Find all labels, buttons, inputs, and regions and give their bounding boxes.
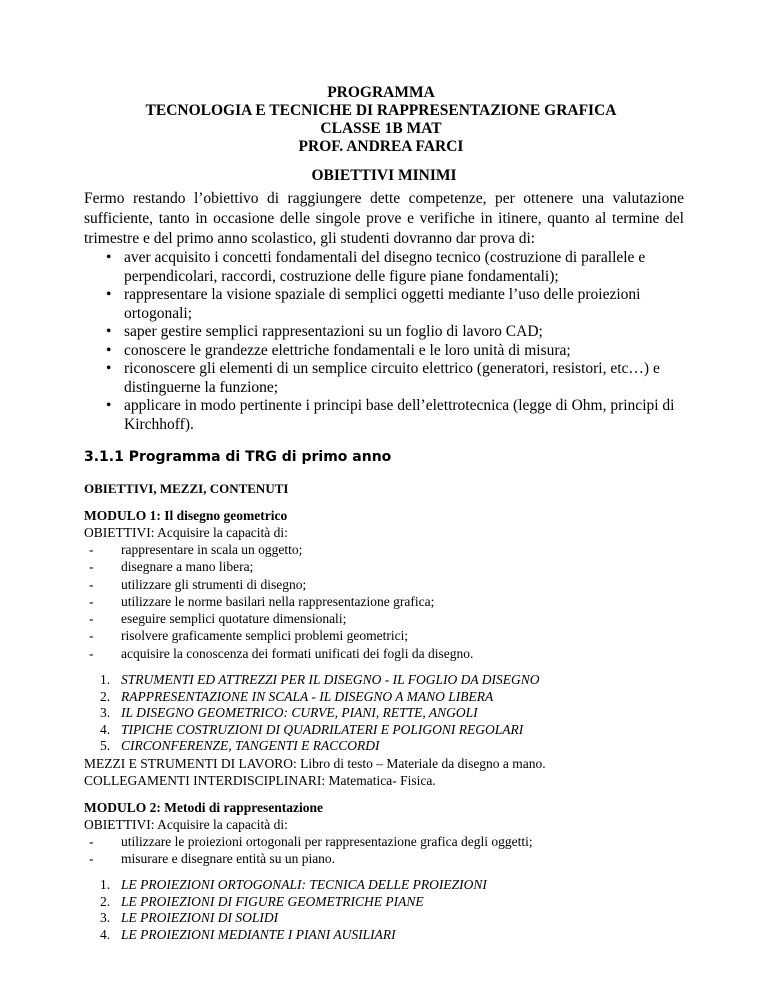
list-item: • riconoscere gli elementi di un semplice circuito elettrico (generatori, resistori, etc…) e distinguerne la funzione; — [106, 360, 660, 396]
list-item: - rappresentare in scala un oggetto; — [89, 542, 303, 557]
bullet-icon: • — [106, 360, 112, 377]
bullet-icon: • — [106, 286, 112, 303]
list-item: - eseguire semplici quotature dimensionali; — [89, 611, 347, 627]
bullet-icon: • — [106, 341, 112, 359]
modulo-1-title: MODULO 1: Il disegno geometrico — [84, 508, 288, 523]
list-item: 3. LE PROIEZIONI DI SOLIDI — [100, 910, 279, 926]
list-item: - acquisire la conoscenza dei formati unificati dei fogli da disegno. — [89, 645, 474, 661]
list-item: • applicare in modo pertinente i principi base dell’elettrotecnica (legge di Ohm, principi di Kirchhoff). — [106, 397, 675, 433]
list-item: 3. IL DISEGNO GEOMETRICO: CURVE, PIANI, RETTE, ANGOLI — [100, 705, 478, 721]
list-item: 4. TIPICHE COSTRUZIONI DI QUADRILATERI E POLIGONI REGOLARI — [100, 721, 524, 737]
list-item: - risolvere graficamente semplici problemi geometrici; — [89, 628, 409, 644]
modulo-2-title: MODULO 2: Metodi di rappresentazione — [84, 799, 323, 815]
list-item: - utilizzare gli strumenti di disegno; — [89, 576, 307, 592]
programma-subheading: OBIETTIVI, MEZZI, CONTENUTI — [84, 481, 289, 496]
modulo-1-obiettivi-list — [84, 541, 684, 662]
programma-heading: 3.1.1 Programma di TRG di primo anno — [84, 449, 392, 465]
list-item: 2. RAPPRESENTAZIONE IN SCALA - IL DISEGNO A MANO LIBERA — [100, 688, 494, 704]
bullet-icon: • — [106, 323, 112, 340]
bullet-icon: • — [106, 397, 112, 414]
list-item: 1. LE PROIEZIONI ORTOGONALI: TECNICA DELLE PROIEZIONI — [100, 877, 487, 893]
modulo-2-contenuti-list — [84, 877, 684, 943]
list-item: 1. STRUMENTI ED ATTREZZI PER IL DISEGNO - IL FOGLIO DA DISEGNO — [100, 672, 540, 688]
list-item: 5. CIRCONFERENZE, TANGENTI E RACCORDI — [100, 738, 380, 754]
obiettivi-minimi-intro: Fermo restando l’obiettivo di raggiungere dette competenze, per ottenere una valutazione sufficiente, tanto in occasione delle singole prove e verifiche in itinere, quanto al termine del trimestre e del primo anno scolastico, gli studenti dovranno dar prova di: — [84, 190, 684, 247]
modulo-2-obiettivi-list — [84, 833, 684, 868]
obiettivi-minimi-title: OBIETTIVI MINIMI — [311, 167, 457, 184]
list-item: - disegnare a mano libera; — [89, 559, 254, 575]
list-item: - utilizzare le proiezioni ortogonali per rappresentazione grafica degli oggetti; — [89, 833, 533, 849]
list-item: • conoscere le grandezze elettriche fondamentali e le loro unità di misura; — [106, 341, 571, 359]
list-item: • aver acquisito i concetti fondamentali del disegno tecnico (costruzione di parallele e perpendicolari, raccordi, costruzione delle figure piane fondamentali); — [106, 249, 646, 285]
document-header — [78, 84, 684, 156]
modulo-1-collegamenti: COLLEGAMENTI INTERDISCIPLINARI: Matematica- Fisica. — [84, 772, 436, 788]
header-line-1: PROGRAMMA — [327, 84, 435, 101]
modulo-2-obiettivi-label: OBIETTIVI: Acquisire la capacità di: — [84, 816, 288, 832]
list-item: • rappresentare la visione spaziale di semplici oggetti mediante l’uso delle proiezioni ortogonali; — [106, 286, 641, 322]
header-line-2: TECNOLOGIA E TECNICHE DI RAPPRESENTAZIONE GRAFICA — [145, 102, 617, 119]
list-item: 2. LE PROIEZIONI DI FIGURE GEOMETRICHE PIANE — [100, 893, 424, 909]
list-item: - misurare e disegnare entità su un piano. — [89, 850, 336, 866]
list-item: • saper gestire semplici rappresentazioni su un foglio di lavoro CAD; — [106, 323, 543, 340]
list-item: - utilizzare le norme basilari nella rappresentazione grafica; — [89, 593, 435, 609]
header-line-4: PROF. ANDREA FARCI — [298, 138, 464, 155]
modulo-1-obiettivi-label: OBIETTIVI: Acquisire la capacità di: — [84, 525, 288, 540]
modulo-1-contenuti-list — [84, 672, 684, 755]
list-item: 4. LE PROIEZIONI MEDIANTE I PIANI AUSILIARI — [100, 926, 396, 942]
modulo-1-mezzi: MEZZI E STRUMENTI DI LAVORO: Libro di testo – Materiale da disegno a mano. — [84, 755, 546, 771]
header-line-3: CLASSE 1B MAT — [320, 120, 442, 137]
bullet-icon: • — [106, 249, 112, 266]
obiettivi-minimi-list — [84, 249, 684, 434]
